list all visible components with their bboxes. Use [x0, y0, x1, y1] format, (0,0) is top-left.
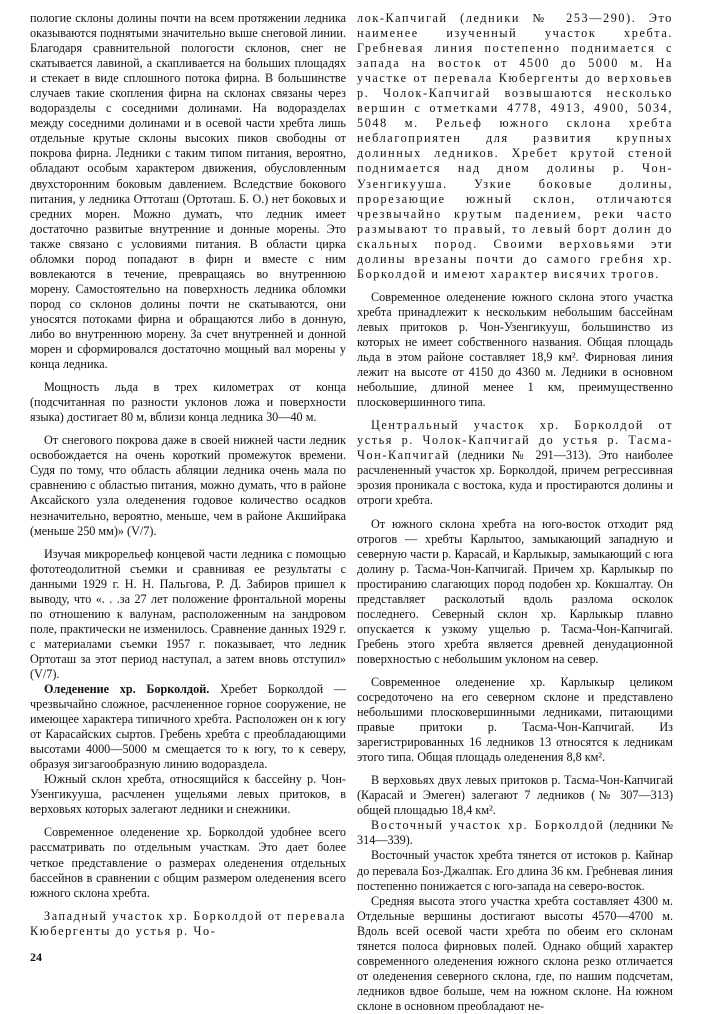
paragraph: Изучая микрорельеф концевой части ледника с помощью фототеодолитной съемки и сравнивая ее результаты с данными 1929 г. Н. Н. Пальгова, Р. Д. Забиров пришел к выводу, что «. . .за 27 лет положение фронтальной морены по отношению к валунам, расположенным на зандровом поле, практически не изменилось. Сравнение данных 1929 г. с материалами съемки 1957 г. показывает, что ледник Ортоташ за этот период наступал, а затем вновь отступил» (V/7). — [30, 546, 346, 681]
paragraph: От южного склона хребта на юго-восток отходит ряд отрогов — хребты Карлытоо, замыкающий западную и северную части р. Карасай, и Карлыкыр, замыкающий с юга долину р. Тасма-Чон-Капчигай. Причем хр. Карлыкыр по простиранию слагающих пород подобен хр. Кокшалтау. Он представляет расколотый вдоль разлома осколок последнего. Северный склон хр. Карлыкыр плавно опускается к узкому ущелью р. Тасма-Чон-Капчигай. Гребень этого хребта является древней денудационной поверхностью с небольшим уклоном на север. — [357, 516, 673, 666]
paragraph: В верховьях двух левых притоков р. Тасма-Чон-Капчигай (Карасай и Эмеген) залегают 7 ледников (№ 307—313) общей площадью 18,4 км². — [357, 773, 673, 818]
paragraph: Южный склон хребта, относящийся к бассейну р. Чон-Узенгикууша, расчленен ущельями левых притоков, в верховьях которых залегают ледники и снежники. — [30, 772, 346, 817]
section-text: Хребет Борколдой — чрезвычайно сложное, расчлененное горное сооружение, не имеющее характера типичного хребта. Расположен он к югу от Карасайских сыртов. Гребень хребта с преобладающими высотами 4000—5000 м смещается то к югу, то к северу, образуя зигзагообразную линию водораздела. — [30, 682, 346, 772]
subsection-text: (ледники № 291—313). Это наиболее расчлененный участок хр. Борколдой, причем регрессивная эрозия проникала с востока, куда и простираются долины и отроги хребта. — [357, 448, 673, 508]
paragraph — [357, 418, 673, 508]
paragraph: Современное оледенение хр. Борколдой удобнее всего рассматривать по отдельным участкам. Это дает более четкое представление о размерах оледенения отдельных бассейнов в сравнении с общим размером оледенения всего южного склона хребта. — [30, 825, 346, 900]
subsection-text: (ледники № 314—339). — [357, 818, 673, 848]
subsection-heading: Восточный участок хр. Борколдой — [371, 818, 605, 833]
paragraph: Средняя высота этого участка хребта составляет 4300 м. Отдельные вершины достигают высоты 4570—4700 м. Вдоль всей осевой части хребта по обеим его склонам тянется полоса фирновых полей. Однако общий характер современного оледенения южного склона резко отличается от оледенения северного склона, где, по нашим подсчетам, ледников вдвое больше, чем на южном склоне. На южном склоне в основном преобладают не- — [357, 893, 673, 1013]
page-number: 24 — [30, 950, 42, 964]
left-column — [30, 11, 346, 939]
paragraph-section-start — [30, 682, 346, 772]
paragraph: От снегового покрова даже в своей нижней части ледник освобождается на очень короткий промежуток времени. Судя по тому, что область абляции ледника очень мала по сравнению с областью питания, можно думать, что в районе Аксайского узла оледенения годовое количество осадков незначительно, вероятно, меньше, чем в районе Акшийрака (меньше 250 мм)» (V/7). — [30, 433, 346, 538]
subsection-heading: Центральный участок хр. Борколдой от устья р. Чолок-Капчигай до устья р. Тасма-Чон-Капчигай — [357, 418, 673, 463]
paragraph: Современное оледенение южного склона этого участка хребта принадлежит к нескольким небольшим бассейнам левых притоков р. Чон-Узенгикууш, большинство из которых не имеет собственного названия. Общая площадь льда в этом районе составляет 18,9 км². Фирновая линия лежит на высоте от 4150 до 4360 м. Ледники в основном небольшие, длиной менее 1 км, преимущественно плосковершинного типа. — [357, 289, 673, 410]
paragraph — [357, 818, 673, 848]
paragraph: лок-Капчигай (ледники № 253—290). Это наименее изученный участок хребта. Гребневая линия постепенно поднимается с запада на восток от 4500 до 5000 м. На участке от перевала Кюбергенты до верховьев р. Чолок-Капчигай возвышаются несколько вершин с отметками 4778, 4913, 4900, 5034, 5048 м. Рельеф южного склона хребта неблагоприятен для развития крупных долинных ледников. Хребет крутой стеной поднимается над дном долины р. Чон-Узенгикууша. Узкие боковые долины, прорезающие южный склон, отличаются чрезвычайно крутым падением, реки часто размывают то правый, то левый борт долин до скальных пород. Своими верховьями эти долины врезаны почти до самого гребня хр. Борколдой и имеют характер висячих трогов. — [357, 11, 673, 281]
paragraph: Восточный участок хребта тянется от истоков р. Кайнар до перевала Боз-Джалпак. Его длина 36 км. Гребневая линия постепенно понижается с юго-запада на северо-восток. — [357, 848, 673, 893]
subsection-heading: Западный участок хр. Борколдой от перевала Кюбергенты до устья р. Чо- — [30, 908, 346, 938]
paragraph: Современное оледенение хр. Карлыкыр целиком сосредоточено на его северном склоне и представлено небольшими плосковершинными ледниками, питающими правые притоки р. Тасма-Чон-Капчигай. Из зарегистрированных 16 ледников 13 относятся к ледникам этого типа. Общая площадь оледенения 8,8 км². — [357, 674, 673, 765]
paragraph: пологие склоны долины почти на всем протяжении ледника оказываются поднятыми значительно выше снеговой линии. Благодаря сравнительной пологости склонов, снег не скатывается лавиной, а скапливается на больших площадях и стекает в виде сплошного потока фирна. В большинстве случаев такие скопления фирна на склонах связаны через водоразделы с соседними долинами. На водоразделах между соседними долинами и в осевой части хребта лишь отдельные крутые склоны высоких пиков свободны от покрова фирна. Ледники с таким типом питания, вероятно, обладают особым характером движения, обусловленным двухсторонним боковым давлением. Вследствие бокового питания, у ледника Оттоташ (Ортоташ. Б. О.) нет боковых и средних морен. Можно думать, что ледник имеет достаточно развитые внутренние и донные морены. Это также связано с условиями питания. В области цирка обломки пород попадают в фирн и вместе с ним вовлекаются в течение, превращаясь во внутреннюю морену. Самостоятельно на поверхность ледника обломки пород со склонов долины почти не скатываются, они уносятся потоками фирна и обращаются либо в донную, либо во внутреннюю морену. За счет внутренней и донной морен и сформировался достаточно мощный вал морены у конца ледника. — [30, 11, 346, 372]
section-heading: Оледенение хр. Борколдой. — [44, 682, 210, 697]
right-column — [357, 11, 673, 1014]
paragraph: Мощность льда в трех километрах от конца (подсчитанная по разности уклонов ложа и поверхности языка) достигает 80 м, вблизи конца ледника 30—40 м. — [30, 380, 346, 425]
